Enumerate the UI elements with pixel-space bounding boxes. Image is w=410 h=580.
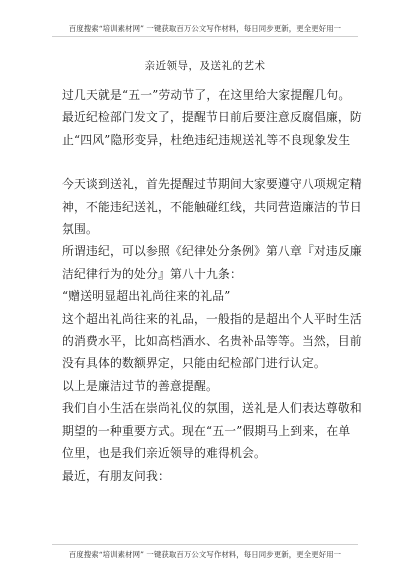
footer-divider: [52, 544, 358, 545]
text-line: 最近纪检部门发文了，提醒节日前后要注意反腐倡廉，防: [62, 110, 362, 125]
text-line: 没有具体的数额界定，只能由纪检部门进行认定。: [62, 356, 326, 371]
paragraph: [62, 465, 360, 487]
document-title: 亲近领导，及送礼的艺术: [144, 60, 266, 72]
text-line: 过几天就是“五一”劳动节了，在这里给大家提醒几句。: [62, 88, 351, 102]
text-line: 今天谈到送礼，首先提醒过节期间大家要遵守八项规定精: [62, 177, 362, 192]
text-line: 位里，也是我们亲近领导的难得机会。: [62, 446, 266, 461]
text-line: 氛围。: [62, 222, 98, 237]
paragraph: [62, 375, 360, 397]
header-banner: 百度搜索“培训素材网” 一键获取百万公文写作材料，每日同步更新，更全更好用一: [68, 24, 342, 33]
document-body: [62, 84, 360, 487]
text-line: 洁纪律行为的处分』第八十九条：: [62, 266, 242, 281]
text-line: 的消费水平，比如高档酒水、名贵补品等等。当然，目前: [62, 334, 362, 349]
paragraph: [62, 308, 360, 375]
text-line: 所谓违纪，可以参照《纪律处分条例》第八章『对违反廉: [62, 244, 362, 259]
text-line: 以上是廉洁过节的善意提醒。: [62, 378, 218, 393]
text-line: 这个超出礼尚往来的礼品，一般指的是超出个人平时生活: [62, 311, 362, 326]
paragraph: [62, 397, 360, 464]
paragraph: [62, 84, 360, 151]
paragraph: [62, 173, 360, 240]
header-divider: [52, 36, 358, 37]
paragraph: [62, 285, 360, 307]
text-line: 神，不能违纪送礼，不能触碰红线，共同营造廉洁的节日: [62, 199, 362, 214]
text-line: 止“四风”隐形变异，杜绝违纪违规送礼等不良现象发生: [62, 132, 351, 147]
paragraph: [62, 240, 360, 285]
text-line: 我们自小生活在崇尚礼仪的氛围，送礼是人们表达尊敬和: [62, 401, 362, 416]
text-line: 期望的一种重要方式。现在“五一”假期马上到来，在单: [62, 423, 351, 438]
text-line: “赠送明显超出礼尚往来的礼品”: [62, 289, 231, 304]
text-line: 最近，有朋友问我：: [62, 468, 170, 483]
footer-banner: 百度搜索“培训素材网” 一键获取百万公文写作材料，每日同步更新，更全更好用一: [68, 550, 342, 559]
